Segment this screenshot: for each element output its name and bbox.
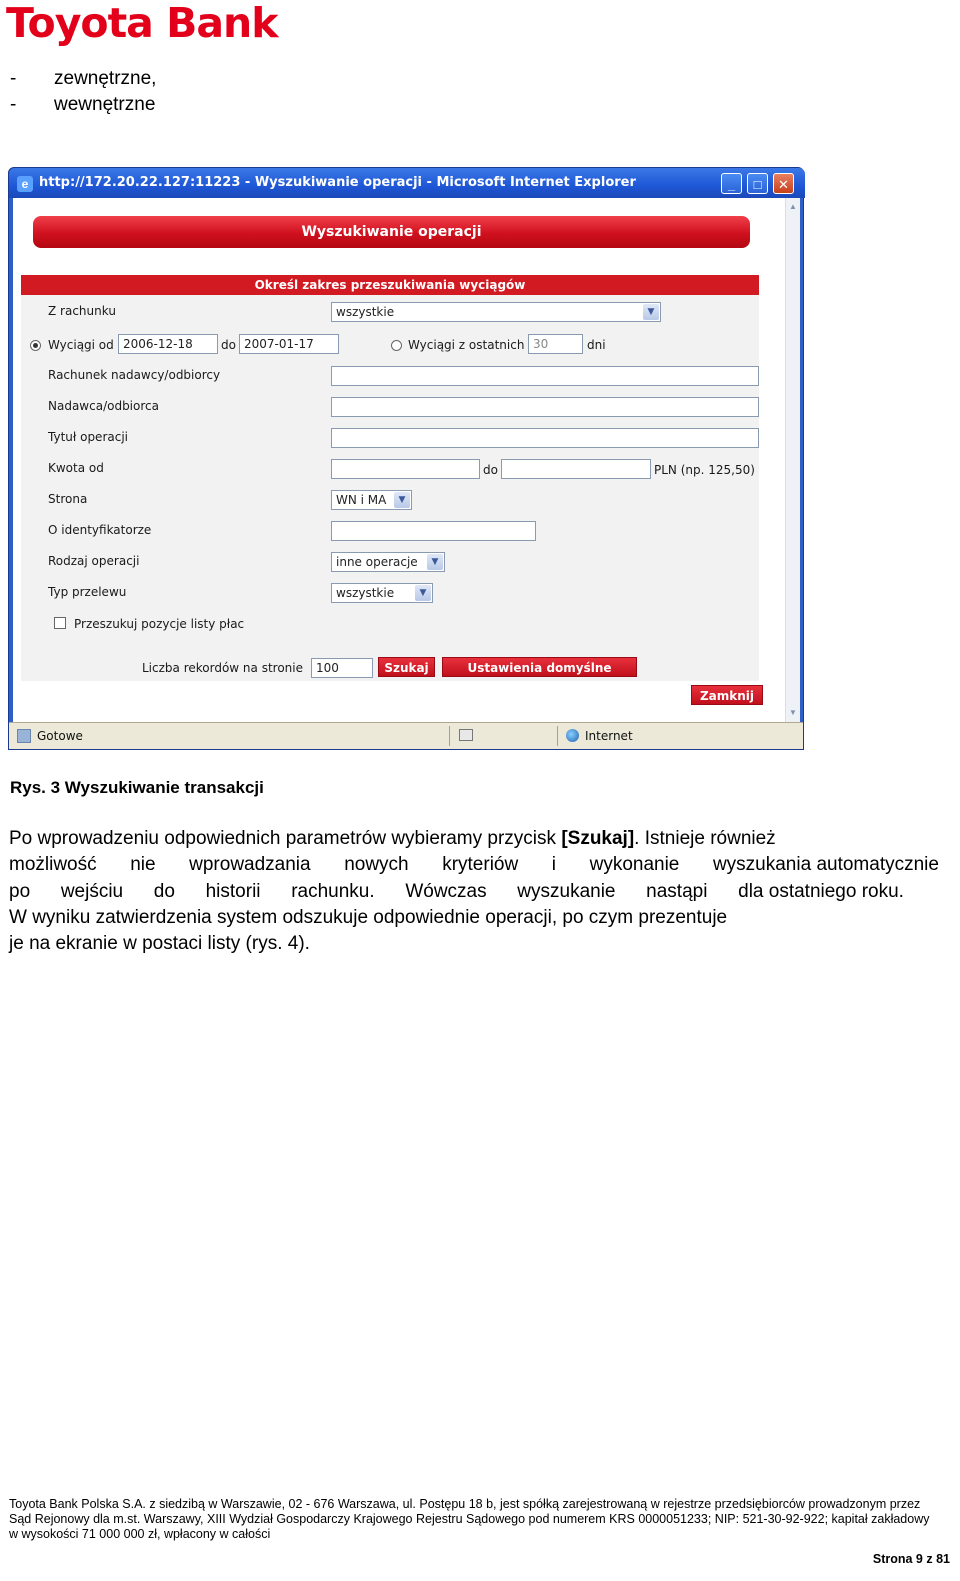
account-label: Z rachunku [48, 304, 116, 318]
chevron-down-icon: ▼ [643, 304, 659, 320]
page-icon [17, 729, 31, 743]
figure-caption: Rys. 3 Wyszukiwanie transakcji [10, 778, 264, 797]
status-text: Gotowe [37, 729, 83, 743]
paragraph-line: W wyniku zatwierdzenia system odszukuje odpowiednie operacji, po czym prezentuje [9, 906, 728, 928]
zone-text: Internet [585, 729, 633, 743]
footer-line: Toyota Bank Polska S.A. z siedzibą w Warszawie, 02 - 676 Warszawa, ul. Postępu 18 b, jest spółką zarejestrowaną w rejestrze przedsiębiorców prowadzonym przez [9, 1497, 921, 1511]
statements-from-label: Wyciągi od [48, 338, 114, 352]
panel-title: Określ zakres przeszukiwania wyciągów [21, 275, 759, 295]
account-select[interactable]: wszystkie ▼ [331, 302, 661, 322]
title-input[interactable] [331, 428, 759, 448]
body-paragraph [9, 826, 939, 957]
globe-icon [566, 729, 579, 742]
toyota-bank-logo: Toyota Bank [6, 0, 278, 47]
ie-icon: e [17, 176, 33, 192]
counterparty-account-label: Rachunek nadawcy/odbiorcy [48, 368, 221, 382]
paragraph-line: je na ekranie w postaci listy (rys. 4). [9, 933, 310, 955]
intro-list [10, 66, 156, 118]
status-bar [9, 722, 803, 749]
title-label: Tytuł operacji [48, 430, 128, 444]
amount-label: Kwota od [48, 461, 104, 475]
search-button[interactable]: Szukaj [378, 657, 435, 677]
status-divider [449, 726, 450, 746]
page-content [13, 198, 799, 722]
side-label: Strona [48, 492, 88, 506]
footer-line: w wysokości 71 000 000 zł, wpłacony w całości [9, 1527, 271, 1541]
op-type-label: Rodzaj operacji [48, 554, 140, 568]
identifier-input[interactable] [331, 521, 536, 541]
amount-to-label: do [483, 463, 498, 477]
days-label: dni [587, 338, 606, 352]
statements-range-radio[interactable] [30, 340, 41, 351]
amount-from-input[interactable] [331, 459, 480, 479]
chevron-down-icon: ▼ [415, 585, 431, 601]
title-bar [9, 168, 805, 198]
paragraph-line: możliwość nie wprowadzania nowych kryteriów i wykonanie wyszukania automatycznie [9, 854, 939, 876]
counterparty-account-input[interactable] [331, 366, 759, 386]
payroll-label: Przeszukuj pozycje listy płac [74, 617, 245, 631]
list-item: - zewnętrzne, [10, 68, 157, 89]
amount-hint: PLN (np. 125,50) [654, 463, 755, 477]
last-days-radio[interactable] [391, 340, 402, 351]
records-input[interactable]: 100 [311, 658, 373, 678]
vertical-scrollbar[interactable] [785, 198, 800, 722]
amount-to-input[interactable] [501, 459, 651, 479]
last-days-input[interactable]: 30 [528, 334, 583, 354]
side-select[interactable]: WN i MA ▼ [331, 490, 412, 510]
sender-input[interactable] [331, 397, 759, 417]
identifier-label: O identyfikatorze [48, 523, 152, 537]
footer-line: Sąd Rejonowy dla m.st. Warszawy, XIII Wydział Gospodarczy Krajowego Rejestru Sądowego pod numerem KRS 0000051233; NIP: 521-30-92-922; kapitał zakładowy [9, 1512, 930, 1526]
close-window-button[interactable]: ✕ [773, 173, 794, 194]
browser-window [8, 167, 804, 750]
defaults-button[interactable]: Ustawienia domyślne [442, 657, 637, 677]
maximize-button[interactable]: □ [747, 173, 768, 194]
chevron-down-icon: ▼ [394, 492, 410, 508]
paragraph-line: Po wprowadzeniu odpowiednich parametrów wybieramy przycisk [Szukaj]. Istnieje również [9, 828, 776, 849]
date-to-input[interactable]: 2007-01-17 [239, 334, 339, 354]
scroll-up-icon[interactable]: ▲ [789, 202, 797, 211]
page-banner: Wyszukiwanie operacji [33, 216, 750, 248]
sender-label: Nadawca/odbiorca [48, 399, 159, 413]
window-title: http://172.20.22.127:11223 - Wyszukiwanie operacji - Microsoft Internet Explorer [39, 175, 636, 190]
payroll-checkbox[interactable] [54, 617, 66, 629]
records-label: Liczba rekordów na stronie [142, 661, 303, 675]
transfer-type-select[interactable]: wszystkie ▼ [331, 583, 433, 603]
search-form [21, 295, 759, 681]
paragraph-line: po wejściu do historii rachunku. Wówczas wyszukanie nastąpi dla ostatniego roku. [9, 880, 904, 902]
monitor-icon [459, 729, 473, 741]
status-divider [557, 726, 558, 746]
transfer-type-label: Typ przelewu [48, 585, 127, 599]
minimize-button[interactable]: _ [721, 173, 742, 194]
chevron-down-icon: ▼ [427, 554, 443, 570]
page-number: Strona 9 z 81 [872, 1552, 950, 1566]
date-to-label: do [221, 338, 236, 352]
op-type-select[interactable]: inne operacje ▼ [331, 552, 445, 572]
scroll-down-icon[interactable]: ▼ [789, 708, 797, 717]
last-days-label: Wyciągi z ostatnich [408, 338, 525, 352]
list-item: - wewnętrzne [10, 94, 156, 115]
close-button[interactable]: Zamknij [691, 685, 763, 705]
date-from-input[interactable]: 2006-12-18 [118, 334, 218, 354]
